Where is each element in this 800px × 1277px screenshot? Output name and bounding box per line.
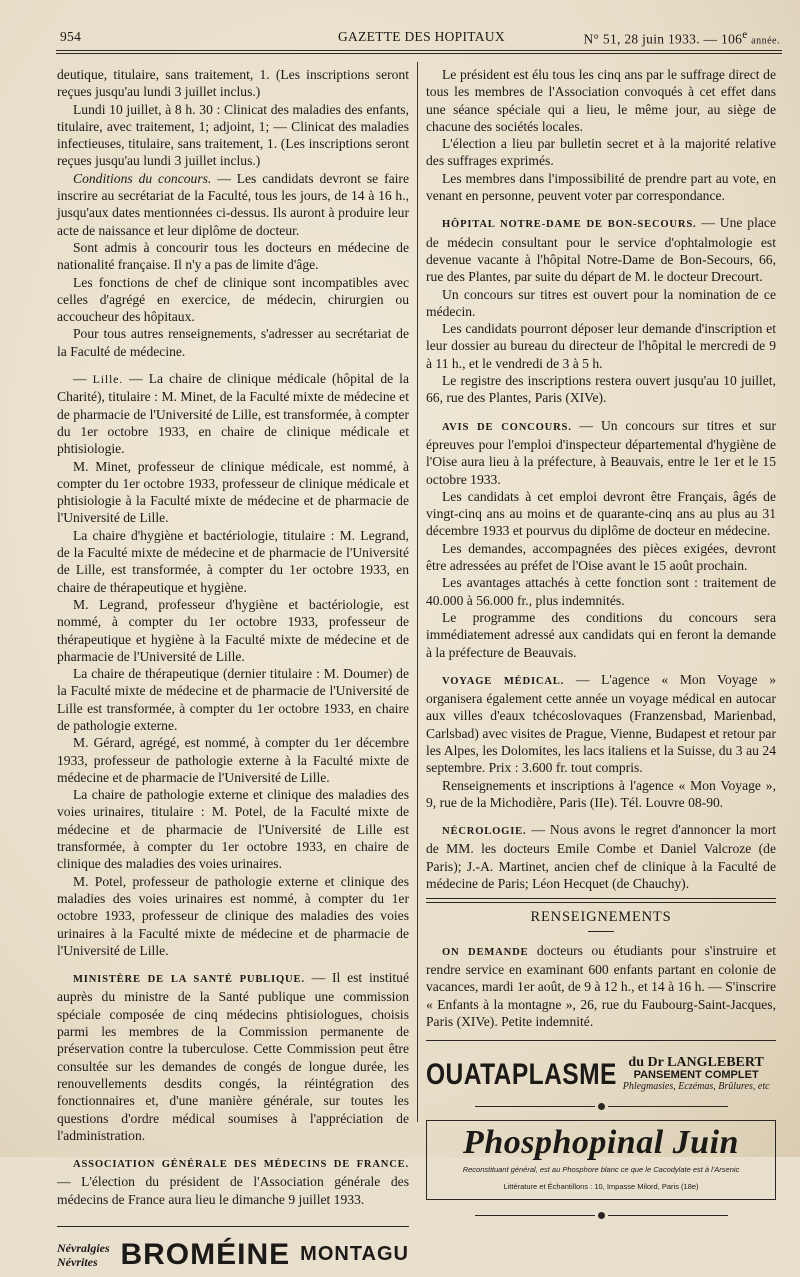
phosphopinal-brand: Phosphopinal Juin [463,1124,739,1162]
article-paragraph: Un concours sur titres est ouvert pour la nomination de ce médecin. [426,286,776,319]
lille-paragraph: — Lille. — La chaire de clinique médicale (hôpital de la Charité), titulaire : M. Minet, de la Faculté mixte de médecine et de pharmacie de l'Université de Lille, est transformée, à compter du 1er octobre 1933, en chaire de clinique médicale et phtisiologie. [57,371,409,457]
voyage-label: VOYAGE MÉDICAL. [442,675,565,687]
bromeine-indications [57,1241,116,1269]
bromeine-indication-1: Névralgies [57,1241,110,1255]
demande-label: ON DEMANDE [442,946,529,958]
article-paragraph: M. Gérard, agrégé, est nommé, à compter du 1er décembre 1933, professeur de pathologie externe à la Faculté mixte de médecine et de pharmacie de l'Université de Lille. [57,735,409,785]
ministere-label: MINISTÈRE DE LA SANTÉ PUBLIQUE. [73,974,305,986]
voyage-paragraph [426,671,776,777]
ad-rule [426,1040,776,1041]
renseignements-heading: RENSEIGNEMENTS [530,909,672,926]
avis-text: — Un concours sur titres et sur épreuves pour l'emploi d'inspecteur départemental d'hygiène de l'Oise aura lieu à la préfecture, à Beauvais, entre le 1er et le 15 octobre 1933. [426,417,776,487]
ornament-dot [598,1103,605,1110]
article-paragraph: La chaire de pathologie externe et clinique des maladies des voies urinaires, titulaire : M. Potel, de la Faculté mixte de médecine et de pharmacie de l'Université de Lille est transformée, à compter du 1er octobre 1933, en chaire de clinique des maladies des voies urinaires. [57,787,409,872]
ornament-line [608,1106,728,1107]
left-column [57,66,409,1277]
publication-title: GAZETTE DES HOPITAUX [338,29,505,44]
voyage-text: — L'agence « Mon Voyage » organisera également cette année un voyage médical en autocar aux villes d'eaux tchécoslovaques (Franzensbad, Marienbad, Carlsbad) avec visites de Prague, Vienne, Budapest et retour par les Alpes, les Dolomites, les lacs italiens et la Suisse, du 3 au 24 septembre. Prix : 3.600 fr. tout compris. [426,671,776,776]
association-paragraph [57,1154,409,1208]
lille-text: — La chaire de clinique médicale (hôpital de la Charité), titulaire : M. Minet, de la Faculté mixte de médecine et de pharmacie de l'Université de Lille, est transformée, à compter du 1er octobre 1933, en chaire de clinique médicale et phtisiologie. [57,371,409,457]
hospital-label: HÔPITAL NOTRE-DAME DE BON-SECOURS. [442,219,697,231]
ouataplasme-brand: OUATAPLASME [426,1058,617,1092]
hospital-text: — Une place de médecin consultant pour le service d'ophtalmologie est devenue vacante à l'hôpital Notre-Dame de Bon-Secours, 66, rue des Plantes, par suite du départ de M. le docteur Drecourt. [426,215,776,285]
demande-text: docteurs ou étudiants pour s'instruire et rendre service en examinant 600 enfants partant en colonie de vacances, mardi 1er août, de 9 à 12 h., et 14 à 16 h. — S'inscrire « Enfants à la montagne », 26, rue du Faubourg-Saint-Jacques, Paris (XIVe). Petite indemnité. [426,942,776,1029]
ouataplasme-uses: Phlegmasies, Eczémas, Brûlures, etc [622,1081,770,1093]
article-paragraph: La chaire de thérapeutique (dernier titulaire : M. Doumer) de la Faculté mixte de médecine et de pharmacie de l'Université de Lille est transformée, à compter du 1er octobre 1933, en chaire de pathologie externe. [57,666,409,733]
issue-text: N° 51, 28 juin 1933. — 106 [583,31,743,47]
section-double-rule [426,898,776,903]
necrologie-paragraph [426,821,776,892]
necrologie-label: NÉCROLOGIE. [442,826,527,838]
article-paragraph: Le programme des conditions du concours sera immédiatement adressé aux candidats qui en feront la demande à la préfecture de Beauvais. [426,609,776,660]
article-paragraph: Le président est élu tous les cinq ans par le suffrage direct de tous les membres de l'Association convoqués à cet effet dans une séance spéciale qui a lieu, le même jour, au siège de chacune des sociétés locales. [426,67,776,134]
ministere-paragraph [57,969,409,1144]
ouataplasme-doctor: du Dr LANGLEBERT [628,1055,764,1071]
column-divider [417,62,418,1122]
right-column [426,66,776,1219]
phosphopinal-tagline: Reconstituant général, est au Phosphore blanc ce que le Cacodylate est à l'Arsenic [462,1165,740,1175]
ministere-text: — Il est institué auprès du ministre de la Santé publique une commission spéciale composée de cinq médecins phtisiologues, choisis parmi les membres de la Commission permanente de préservation contre la tuberculose. Cette Commission peut être consultée sur les demandes de congés de longue durée, les renouvellements desdits congés, la réintégration des fonctionnaires et, d'une manière générale, sur toutes les questions d'ordre médical soumises à l'appréciation de l'administration. [57,970,409,1143]
article-paragraph [57,170,409,239]
hospital-paragraph [426,214,776,285]
bromeine-maker: MONTAGU [300,1243,409,1266]
header-rule [56,50,782,51]
article-paragraph: Lundi 10 juillet, à 8 h. 30 : Clinicat des maladies des enfants, titulaire, avec traitement, 1; adjoint, 1; — Clinicat des maladies infectieuses, titulaire, sans traitement, 1. (Les inscriptions seront reçues jusqu'au lundi 3 juillet inclus.) [57,101,409,169]
article-paragraph: M. Legrand, professeur d'hygiène et bactériologie, est nommé, à compter du 1er octobre 1933, professeur de thérapeutique et hygiène à la Faculté mixte de médecine et de pharmacie de l'Université de Lille. [57,596,409,664]
article-paragraph: Les fonctions de chef de clinique sont incompatibles avec celles d'agrégé en exercice, de médecin, chirurgien ou accoucheur des hôpitaux. [57,274,409,325]
phosphopinal-address: Littérature et Échantillons : 10, Impasse Milord, Paris (18e) [503,1182,699,1192]
ornament-line [475,1215,595,1216]
article-paragraph: Les membres dans l'impossibilité de prendre part au vote, en venant en personne, peuvent voter par correspondance. [426,170,776,204]
article-paragraph: Les candidats à cet emploi devront être Français, âgés de vingt-cinq ans au moins et de quarante-cinq ans au plus au 31 décembre 1933 et pourvus du diplôme de docteur en médecine. [426,488,776,539]
necrologie-text: — Nous avons le regret d'annoncer la mort de MM. les docteurs Emile Combe et Daniel Valcroze (de Paris); J.-A. Martinet, ancien chef de clinique à la Faculté de médecine de Paris; Léon Hecquet (de Chauchy). [426,822,776,892]
ornament-line [608,1215,728,1216]
bromeine-indication-2: Névrites [57,1255,98,1269]
article-paragraph: Pour tous autres renseignements, s'adresser au secrétariat de la Faculté de médecine. [57,326,409,359]
association-text: — L'élection du président de l'Association générale des médecins de France aura lieu le dimanche 9 juillet 1933. [57,1174,409,1207]
bromeine-advertisement [57,1226,409,1277]
issue-sup: e [742,29,748,41]
demande-paragraph [426,942,776,1030]
issue-line [583,29,780,48]
article-paragraph: Les avantages attachés à cette fonction sont : traitement de 40.000 à 56.000 fr., plus indemnités. [426,575,776,608]
article-paragraph: deutique, titulaire, sans traitement, 1. (Les inscriptions seront reçues jusqu'au lundi 3 juillet inclus.) [57,67,409,100]
page-number: 954 [60,29,82,44]
article-paragraph: Sont admis à concourir tous les docteurs en médecine de nationalité française. Il n'y a pas de limite d'âge. [57,239,409,273]
ouataplasme-advertisement [426,1051,776,1099]
bromeine-brand: BROMÉINE [120,1238,291,1272]
article-paragraph: Le registre des inscriptions restera ouvert jusqu'au 10 juillet, 66, rue des Plantes, Paris (XIVe). [426,373,776,406]
article-paragraph: M. Minet, professeur de clinique médicale, est nommé, à compter du 1er octobre 1933, professeur de clinique médicale et phtisiologie à la Faculté mixte de médecine et de pharmacie de l'Université de Lille. [57,458,409,526]
article-paragraph: La chaire d'hygiène et bactériologie, titulaire : M. Legrand, de la Faculté mixte de médecine et de pharmacie de l'Université de Lille, est transformée, à compter du 1er octobre 1933, en chaire de thérapeutique et hygiène. [57,527,409,595]
association-label: ASSOCIATION GÉNÉRALE DES MÉDECINS DE FRANCE. [73,1159,409,1171]
ouataplasme-details [623,1057,770,1093]
phosphopinal-advertisement [426,1120,776,1200]
article-paragraph: Renseignements et inscriptions à l'agence « Mon Voyage », 9, rue de la Michodière, Paris (IIe). Tél. Louvre 08-90. [426,777,776,810]
avis-paragraph [426,417,776,488]
conditions-text: — Les candidats devront se faire inscrire au secrétariat de la Faculté, tous les jours, de 14 à 16 h., jusqu'aux dates mentionnées ci-dessus. Ils auront à produire leur acte de naissance et leur diplôme de docteur. [57,170,409,238]
issue-year-label: année. [751,35,780,47]
ornament-line [475,1106,595,1107]
conditions-heading: Conditions du concours. [73,170,212,186]
page-header [60,29,780,51]
article-paragraph: Les demandes, accompagnées des pièces exigées, devront être adressées au préfet de l'Oise avant le 15 août prochain. [426,540,776,574]
article-paragraph: M. Potel, professeur de pathologie externe et clinique des maladies des voies urinaires est nommé, à compter du 1er octobre 1933, professeur de clinique des maladies des voies urinaires à la Faculté mixte de médecine et de pharmacie de l'Université de Lille. [57,873,409,958]
ad-separator-ornament [426,1103,776,1110]
heading-short-rule [588,931,614,932]
ornament-dot [598,1212,605,1219]
article-paragraph: Les candidats pourront déposer leur demande d'inscription et leur dossier au bureau du directeur de l'hôpital le mercredi de 9 à 11 h., et le vendredi de 3 à 5 h. [426,321,776,371]
avis-label: AVIS DE CONCOURS. [442,421,572,433]
lille-label: Lille. [92,372,124,387]
end-ornament [426,1212,776,1219]
ouataplasme-tagline: PANSEMENT COMPLET [633,1069,759,1082]
article-paragraph: L'élection a lieu par bulletin secret et à la majorité relative des suffrages exprimés. [426,136,776,169]
header-rule-second [56,53,782,54]
